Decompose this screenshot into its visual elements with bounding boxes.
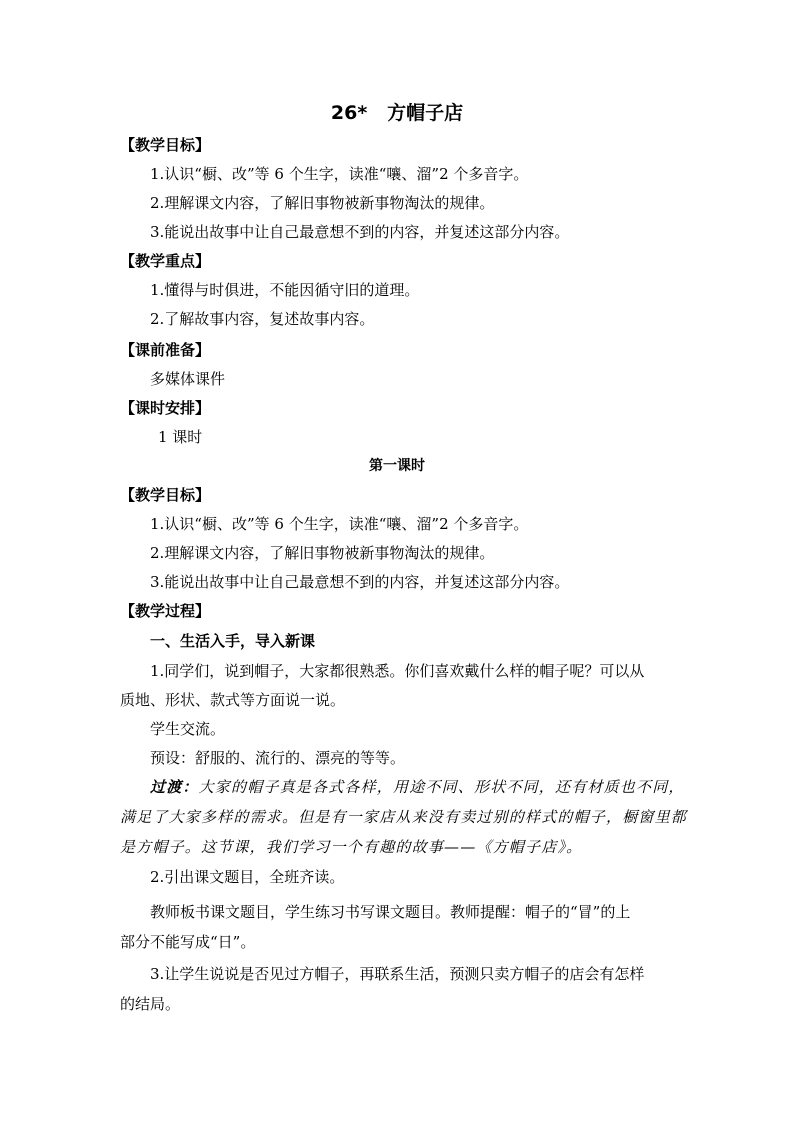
paragraph-line: 1.同学们，说到帽子，大家都很熟悉。你们喜欢戴什么样的帽子呢？可以从 (150, 662, 645, 680)
transition-paragraph-line: 满足了大家多样的需求。但是有一家店从来没有卖过别的样式的帽子，橱窗里都 (120, 808, 688, 826)
step-heading-1: 一、生活入手，导入新课 (150, 632, 316, 650)
lesson-objective-item-2: 2.理解课文内容，了解旧事物被新事物淘汰的规律。 (150, 544, 495, 562)
paragraph-line: 质地、形状、款式等方面说一说。 (120, 691, 346, 709)
objective-item-3: 3.能说出故事中让自己最意想不到的内容，并复述这部分内容。 (150, 223, 570, 241)
section-heading-lesson-objectives: 【教学目标】 (120, 486, 211, 504)
lesson-objective-item-1: 1.认识“橱、改”等 6 个生字，读准“嚷、溜”2 个多音字。 (150, 515, 529, 533)
document-title: 26* 方帽子店 (330, 102, 464, 124)
transition-paragraph-line: 是方帽子。这节课，我们学习一个有趣的故事——《方帽子店》。 (120, 838, 583, 856)
objective-item-2: 2.理解课文内容，了解旧事物被新事物淘汰的规律。 (150, 194, 495, 212)
paragraph-line: 教师板书课文题目，学生练习书写课文题目。教师提醒：帽子的“冒”的上 (150, 903, 631, 921)
lesson-title: 第一课时 (369, 458, 425, 474)
key-point-item-1: 1.懂得与时俱进，不能因循守旧的道理。 (150, 281, 420, 299)
paragraph-line: 部分不能写成“日”。 (120, 933, 256, 951)
paragraph-line: 2.引出课文题目，全班齐读。 (150, 868, 345, 886)
paragraph-line: 的结局。 (120, 995, 181, 1013)
paragraph-line: 学生交流。 (150, 720, 226, 738)
transition-label: 过渡： (150, 778, 199, 796)
preparation-text: 多媒体课件 (150, 370, 226, 388)
objective-item-1: 1.认识“橱、改”等 6 个生字，读准“嚷、溜”2 个多音字。 (150, 165, 529, 183)
section-heading-schedule: 【课时安排】 (120, 399, 211, 417)
paragraph-line: 3.让学生说说是否见过方帽子，再联系生活，预测只卖方帽子的店会有怎样 (150, 965, 645, 983)
lesson-objective-item-3: 3.能说出故事中让自己最意想不到的内容，并复述这部分内容。 (150, 573, 570, 591)
key-point-item-2: 2.了解故事内容，复述故事内容。 (150, 310, 375, 328)
transition-text: 大家的帽子真是各式各样，用途不同、形状不同，还有材质也不同， (198, 778, 685, 796)
section-heading-objectives: 【教学目标】 (120, 136, 211, 154)
schedule-text: 1 课时 (158, 428, 203, 446)
transition-paragraph-line (150, 776, 710, 798)
section-heading-key-points: 【教学重点】 (120, 252, 211, 270)
section-heading-preparation: 【课前准备】 (120, 341, 211, 359)
section-heading-process: 【教学过程】 (120, 602, 211, 620)
paragraph-line: 预设：舒服的、流行的、漂亮的等等。 (150, 749, 406, 767)
